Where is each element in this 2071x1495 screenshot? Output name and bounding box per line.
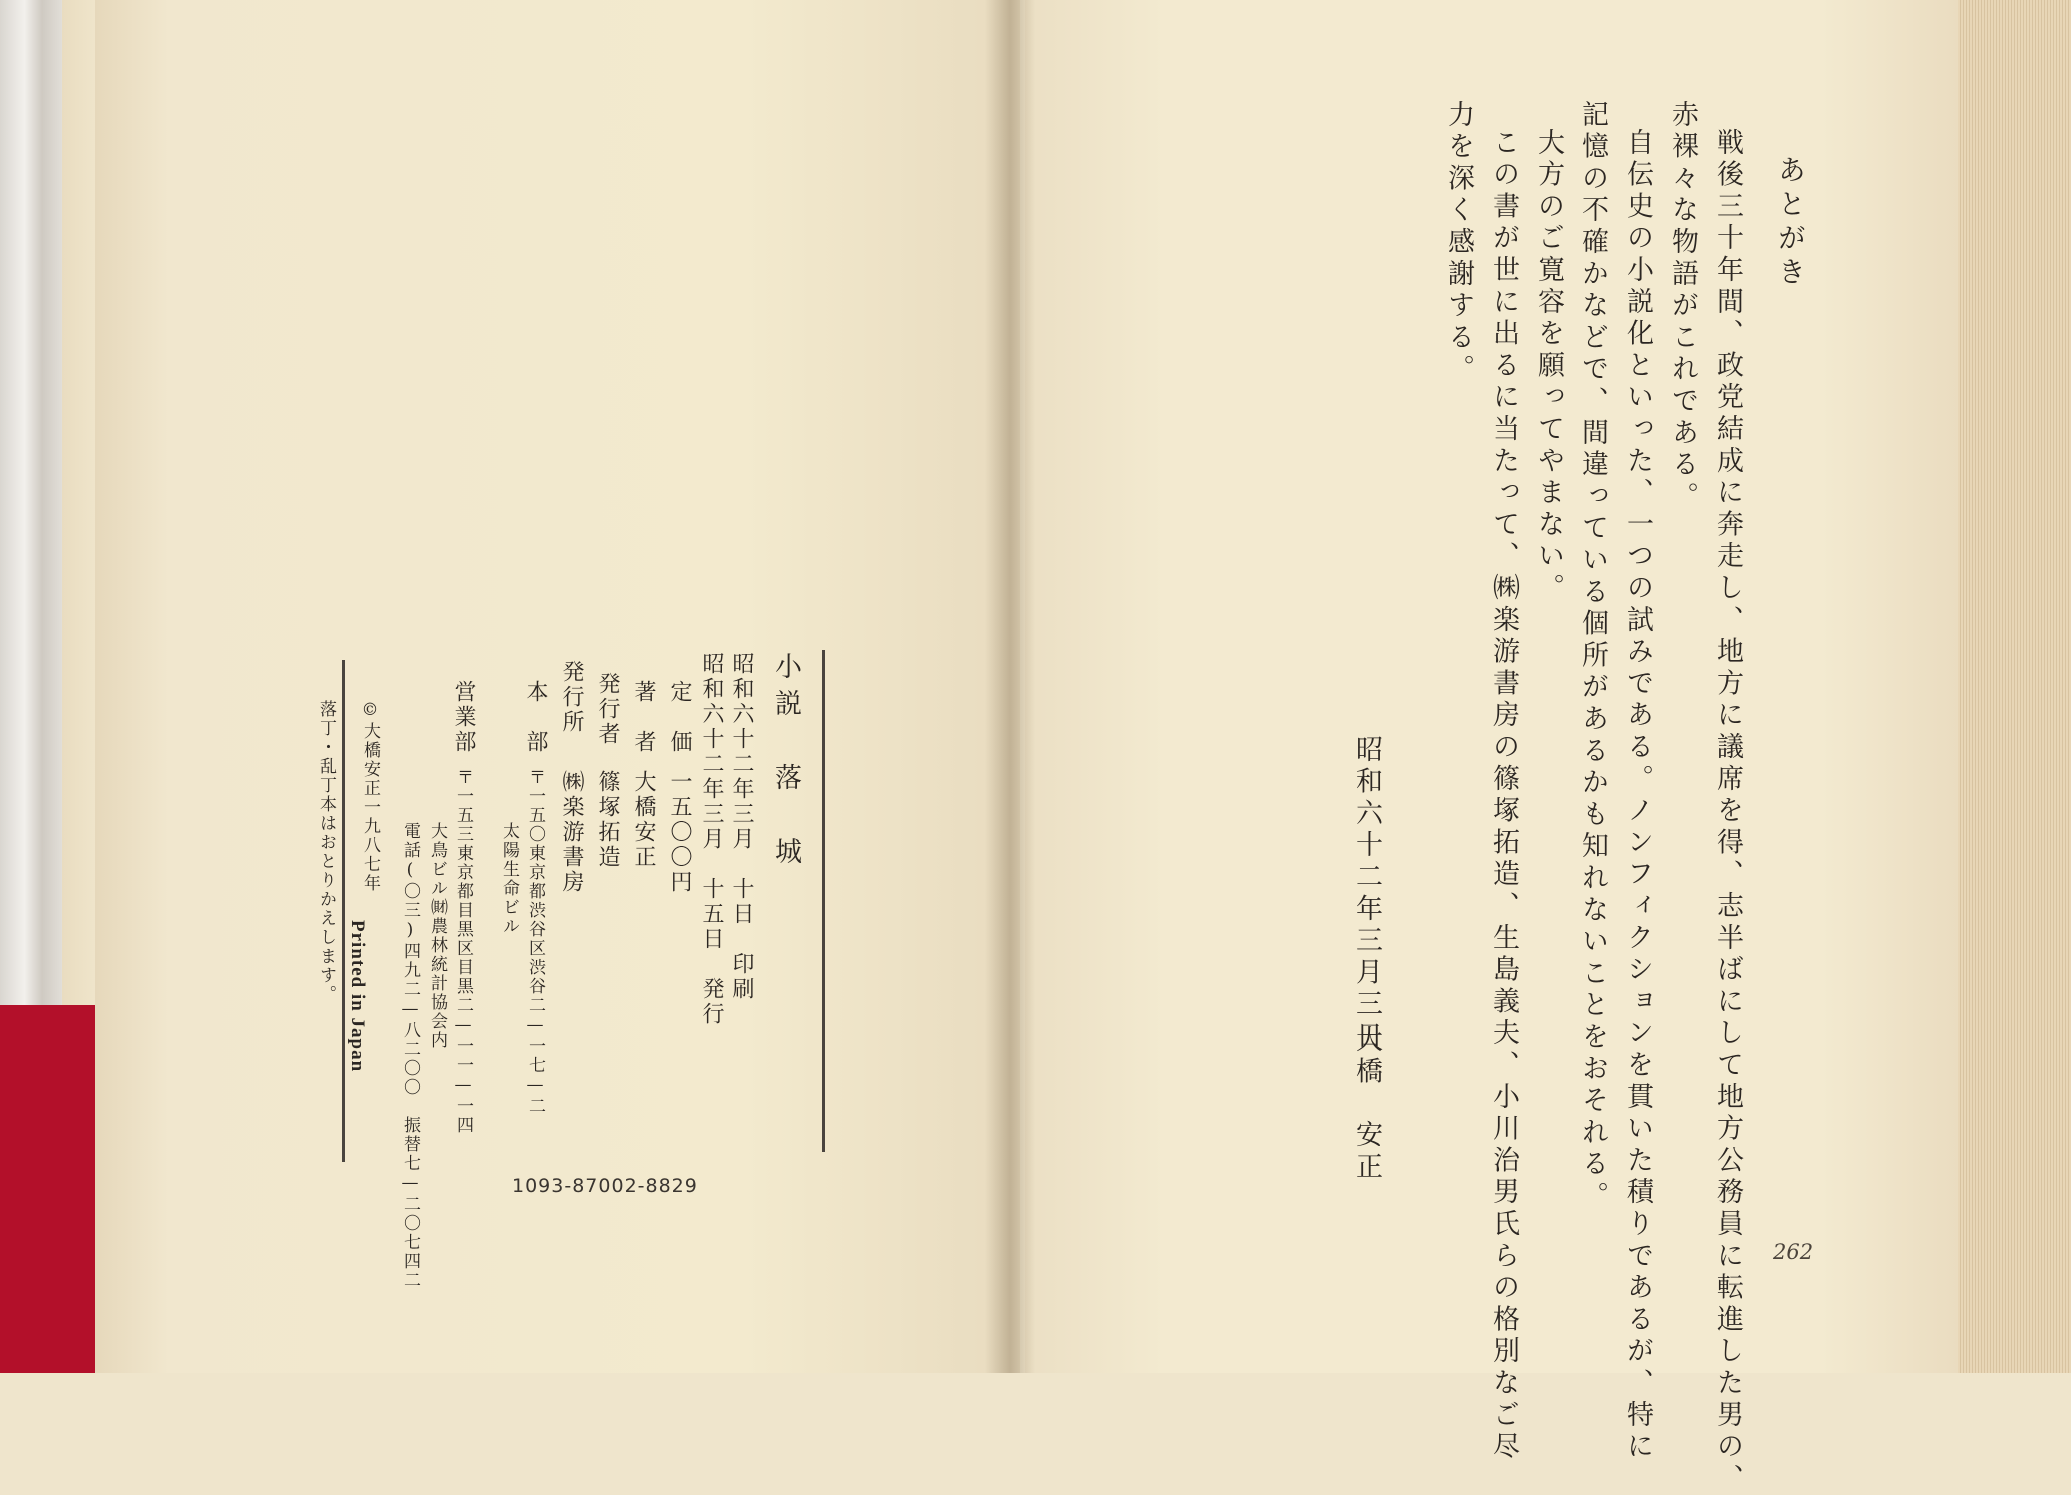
colophon-rule-left xyxy=(342,660,345,1162)
head-office-label: 本 部 xyxy=(523,680,548,755)
publishing-house-label: 発行所 xyxy=(559,660,584,735)
isbn-code: 1093-87002-8829 xyxy=(512,1175,698,1197)
price-label: 定 価 xyxy=(667,680,692,755)
head-office-address: 〒一五〇東京都渋谷区渋谷二—一七—二 xyxy=(525,768,545,1116)
afterword-line-7: 力を深く感謝する。 xyxy=(1443,100,1474,387)
afterword-heading: あとがき xyxy=(1774,155,1807,291)
replacement-notice: 落丁・乱丁本はおとりかえします。 xyxy=(316,700,336,1004)
afterword-line-4: 記憶の不確かなどで、間違っている個所があるかも知れないことをおそれる。 xyxy=(1577,100,1608,1213)
page-edges xyxy=(1958,0,2071,1373)
colophon-rule-right xyxy=(822,650,825,1152)
colophon-published-date: 昭和六十二年三月 十五日 発行 xyxy=(699,652,724,1027)
publisher-label: 発行者 xyxy=(595,672,620,747)
afterword-date: 昭和六十二年三月三日 xyxy=(1351,735,1382,1053)
head-office-building: 太陽生命ビル xyxy=(499,822,519,936)
afterword-author: 大橋 安正 xyxy=(1351,1025,1382,1184)
sales-address: 〒一五三東京都目黒区目黒二—一一—一四 xyxy=(453,768,473,1135)
afterword-line-3: 自伝史の小説化といった、一つの試みである。ノンフィクションを貫いた積りであるが、特に xyxy=(1622,128,1653,1464)
afterword-line-6: この書が世に出るに当たって、㈱楽游書房の篠塚拓造、生島義夫、小川治男氏らの格別なご尽 xyxy=(1488,128,1519,1464)
colophon-printed-date: 昭和六十二年三月 十日 印刷 xyxy=(729,652,754,1002)
afterword-line-2: 赤裸々な物語がこれである。 xyxy=(1667,100,1698,514)
cover-red-band xyxy=(0,1005,98,1373)
afterword-line-5: 大方のご寛容を願ってやまない。 xyxy=(1533,128,1564,605)
copyright-line: ©大橋安正一九八七年 xyxy=(360,700,380,893)
author-label: 著 者 xyxy=(631,680,656,755)
sales-label: 営業部 xyxy=(451,680,476,755)
sales-building: 大鳥ビル㈶農林統計協会内 xyxy=(427,822,447,1050)
printed-in-japan: Printed in Japan xyxy=(347,920,368,1073)
publisher-value: 篠塚拓造 xyxy=(595,770,620,870)
afterword-line-1: 戦後三十年間、政党結成に奔走し、地方に議席を得、志半ばにして地方公務員に転進した男の、 xyxy=(1712,128,1743,1495)
colophon-title: 小説 落 城 xyxy=(770,652,801,874)
author-value: 大橋安正 xyxy=(631,770,656,870)
price-value: 一五〇〇円 xyxy=(667,770,692,895)
phone-line: 電話(〇三)四九二—八二〇〇 振替七—二〇七四二 xyxy=(400,822,420,1290)
book-gutter xyxy=(985,0,1035,1373)
publishing-house-value: ㈱楽游書房 xyxy=(559,770,584,895)
page-number: 262 xyxy=(1773,1240,1814,1264)
